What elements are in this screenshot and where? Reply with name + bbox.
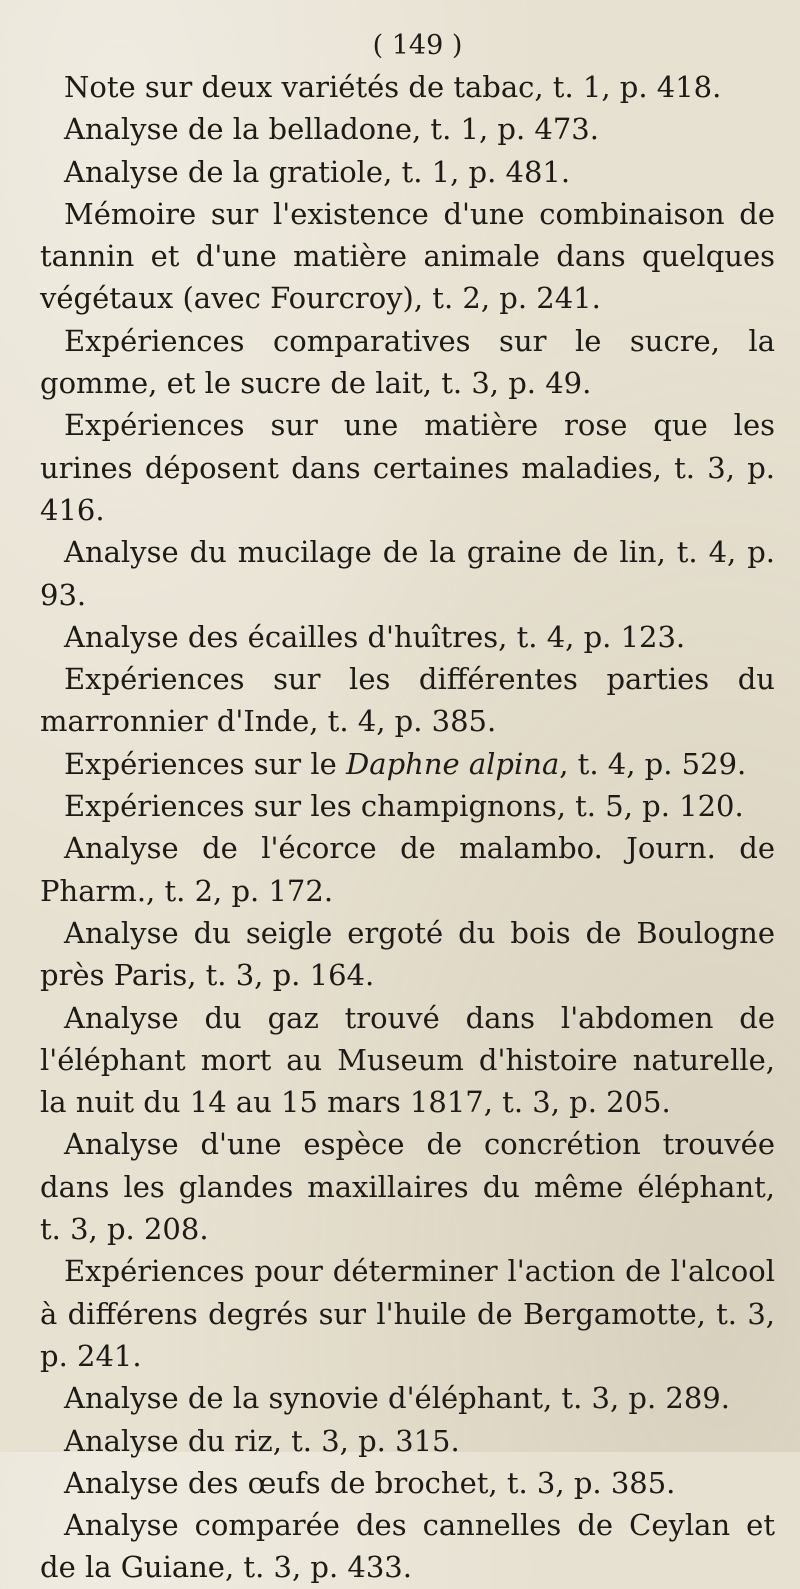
bibliography-entry: Expériences sur une matière rose que les urines déposent dans certaines maladies, t. 3, p. 416.: [40, 408, 775, 527]
bibliography-entry: Analyse de la gratiole, t. 1, p. 481.: [64, 154, 571, 189]
species-name: Daphne alpina: [346, 746, 560, 781]
bibliography-entry: Expériences sur les champignons, t. 5, p. 120.: [64, 789, 744, 824]
page-number: ( 149 ): [372, 30, 463, 61]
bibliography-list: [40, 66, 775, 1589]
bibliography-entry: Note sur deux variétés de tabac, t. 1, p. 418.: [64, 70, 722, 104]
bibliography-entry: Expériences pour déterminer l'action de l'alcool à différens degrés sur l'huile de Bergamotte, t. 3, p. 241.: [40, 1254, 775, 1373]
bibliography-entry: Analyse de la synovie d'éléphant, t. 3, p. 289.: [64, 1381, 730, 1416]
bibliography-entry: Analyse du gaz trouvé dans l'abdomen de l'éléphant mort au Museum d'histoire naturelle, la nuit du 14 au 15 mars 1817, t. 3, p. 205.: [40, 1000, 775, 1120]
bibliography-entry: Expériences comparatives sur le sucre, la gomme, et le sucre de lait, t. 3, p. 49.: [40, 323, 775, 401]
bibliography-entry: Analyse d'une espèce de concrétion trouvée dans les glandes maxillaires du même éléphant, t. 3, p. 208.: [40, 1127, 775, 1247]
entry-text-before: Expériences sur le: [64, 746, 347, 781]
bibliography-entry: Analyse comparée des cannelles de Ceylan et de la Guiane, t. 3, p. 433.: [40, 1508, 775, 1585]
bibliography-entry: [40, 743, 775, 785]
bibliography-entry: Analyse du riz, t. 3, p. 315.: [64, 1423, 460, 1458]
bibliography-entry: Expériences sur les différentes parties du marronnier d'Inde, t. 4, p. 385.: [40, 662, 775, 739]
bibliography-entry: Analyse du seigle ergoté du bois de Boulogne près Paris, t. 3, p. 164.: [40, 915, 775, 993]
bibliography-entry: Mémoire sur l'existence d'une combinaison de tannin et d'une matière animale dans quelques végétaux (avec Fourcroy), t. 2, p. 241.: [40, 196, 775, 316]
entry-text-after: , t. 4, p. 529.: [559, 746, 747, 781]
bibliography-entry: Analyse des écailles d'huîtres, t. 4, p. 123.: [64, 619, 686, 654]
bibliography-entry: Analyse de l'écorce de malambo. Journ. de Pharm., t. 2, p. 172.: [40, 831, 775, 908]
bibliography-entry: Analyse de la belladone, t. 1, p. 473.: [64, 112, 599, 147]
bibliography-entry: Analyse des œufs de brochet, t. 3, p. 385.: [64, 1465, 676, 1500]
book-page: [40, 28, 775, 1589]
bibliography-entry: Analyse du mucilage de la graine de lin, t. 4, p. 93.: [40, 535, 775, 612]
